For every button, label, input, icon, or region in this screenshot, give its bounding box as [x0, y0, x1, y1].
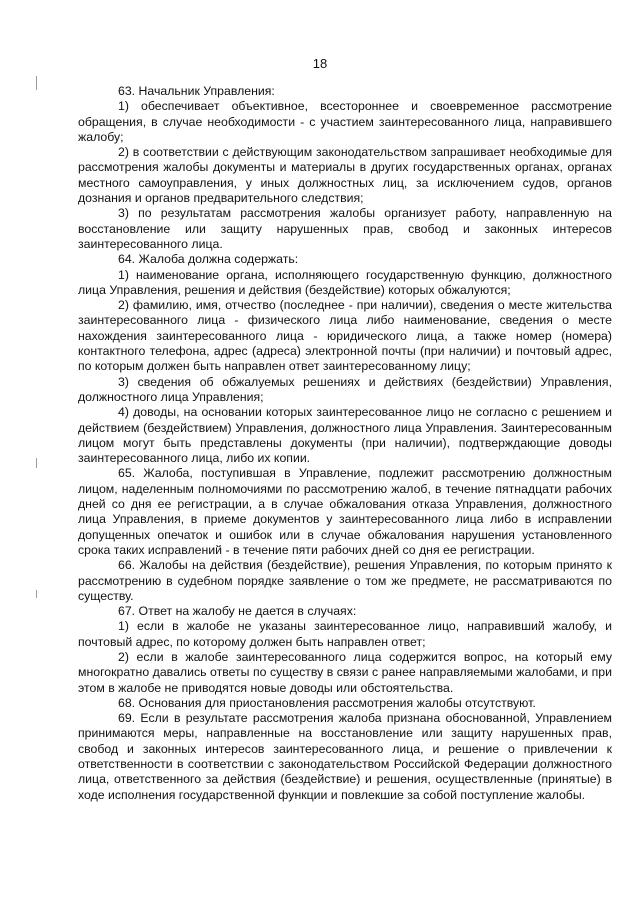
paragraph-64-item-2: 2) фамилию, имя, отчество (последнее - при наличии), сведения о месте жительства заинтересованного лица - физического лица либо наименование, сведения о месте нахождения заинтересованного лица - юридического лица, а также номер (номера) контактного телефона, адрес (адреса) электронной почты (при наличии) и почтовый адрес, по которым должен быть направлен ответ заинтересованному лицу; — [78, 298, 612, 374]
scan-margin-mark — [36, 76, 37, 90]
scan-margin-mark — [36, 590, 37, 598]
paragraph-64-heading: 64. Жалоба должна содержать: — [118, 252, 299, 267]
page-number: 18 — [312, 56, 328, 71]
paragraph-64-item-3: 3) сведения об обжалуемых решениях и действиях (бездействии) Управления, должностного лица Управления; — [78, 374, 612, 404]
paragraph-64-item-4: 4) доводы, на основании которых заинтересованное лицо не согласно с решением и действием (бездействием) Управления, должностного лица Управления. Заинтересованным лицом могут быть представлены документы (при наличии), подтверждающие доводы заинтересованного лица, либо их копии. — [78, 405, 612, 466]
paragraph-63-item-3: 3) по результатам рассмотрения жалобы организует работу, направленную на восстановление или защиту нарушенных прав, свобод и законных интересов заинтересованного лица. — [78, 206, 612, 251]
paragraph-68: 68. Основания для приостановления рассмотрения жалобы отсутствуют. — [118, 695, 536, 710]
paragraph-69: 69. Если в результате рассмотрения жалоба признана обоснованной, Управлением принимаются меры, направленные на восстановление или защиту нарушенных прав, свобод и законных интересов заинтересованного лица, и решение о привлечении к ответственности в соответствии с законодательством Российской Федерации должностного лица, ответственного за действия (бездействие) и решения, осуществленные (принятые) в ходе исполнения государственной функции и повлекшие за собой поступление жалобы. — [78, 711, 612, 802]
paragraph-67-item-1: 1) если в жалобе не указаны заинтересованное лицо, направивший жалобу, и почтовый адрес, по которому должен быть направлен ответ; — [78, 619, 612, 649]
paragraph-63-item-1: 1) обеспечивает объективное, всестороннее и своевременное рассмотрение обращения, в случае необходимости - с участием заинтересованного лица, направившего жалобу; — [78, 99, 612, 144]
document-body — [78, 84, 612, 803]
paragraph-65: 65. Жалоба, поступившая в Управление, подлежит рассмотрению должностным лицом, наделенным полномочиями по рассмотрению жалоб, в течение пятнадцати рабочих дней со дня ее регистрации, а в случае обжалования отказа Управления, должностного лица Управления, в приеме документов у заинтересованного лица либо в исправлении допущенных опечаток и ошибок или в случае обжалования нарушения установленного срока таких исправлений - в течение пяти рабочих дней со дня ее регистрации. — [78, 466, 612, 557]
paragraph-67-item-2: 2) если в жалобе заинтересованного лица содержится вопрос, на который ему многократно давались ответы по существу в связи с ранее направляемыми жалобами, и при этом в жалобе не приводятся новые доводы или обстоятельства. — [78, 649, 612, 695]
paragraph-67-heading: 67. Ответ на жалобу не дается в случаях: — [118, 604, 357, 619]
paragraph-63-item-2: 2) в соответствии с действующим законодательством запрашивает необходимые для рассмотрения жалобы документы и материалы в других государственных органах, органах местного самоуправления, у иных должностных лиц, за исключением судов, органов дознания и органов предварительного следствия; — [78, 145, 612, 206]
paragraph-64-item-1: 1) наименование органа, исполняющего государственную функцию, должностного лица Управления, решения и действия (бездействие) которых обжалуются; — [78, 267, 612, 297]
paragraph-66: 66. Жалобы на действия (бездействие), решения Управления, по которым принято к рассмотрению в судебном порядке заявление о том же предмете, не рассматриваются по существу. — [78, 558, 612, 603]
paragraph-63-heading: 63. Начальник Управления: — [118, 84, 275, 98]
scan-margin-mark — [36, 458, 37, 468]
